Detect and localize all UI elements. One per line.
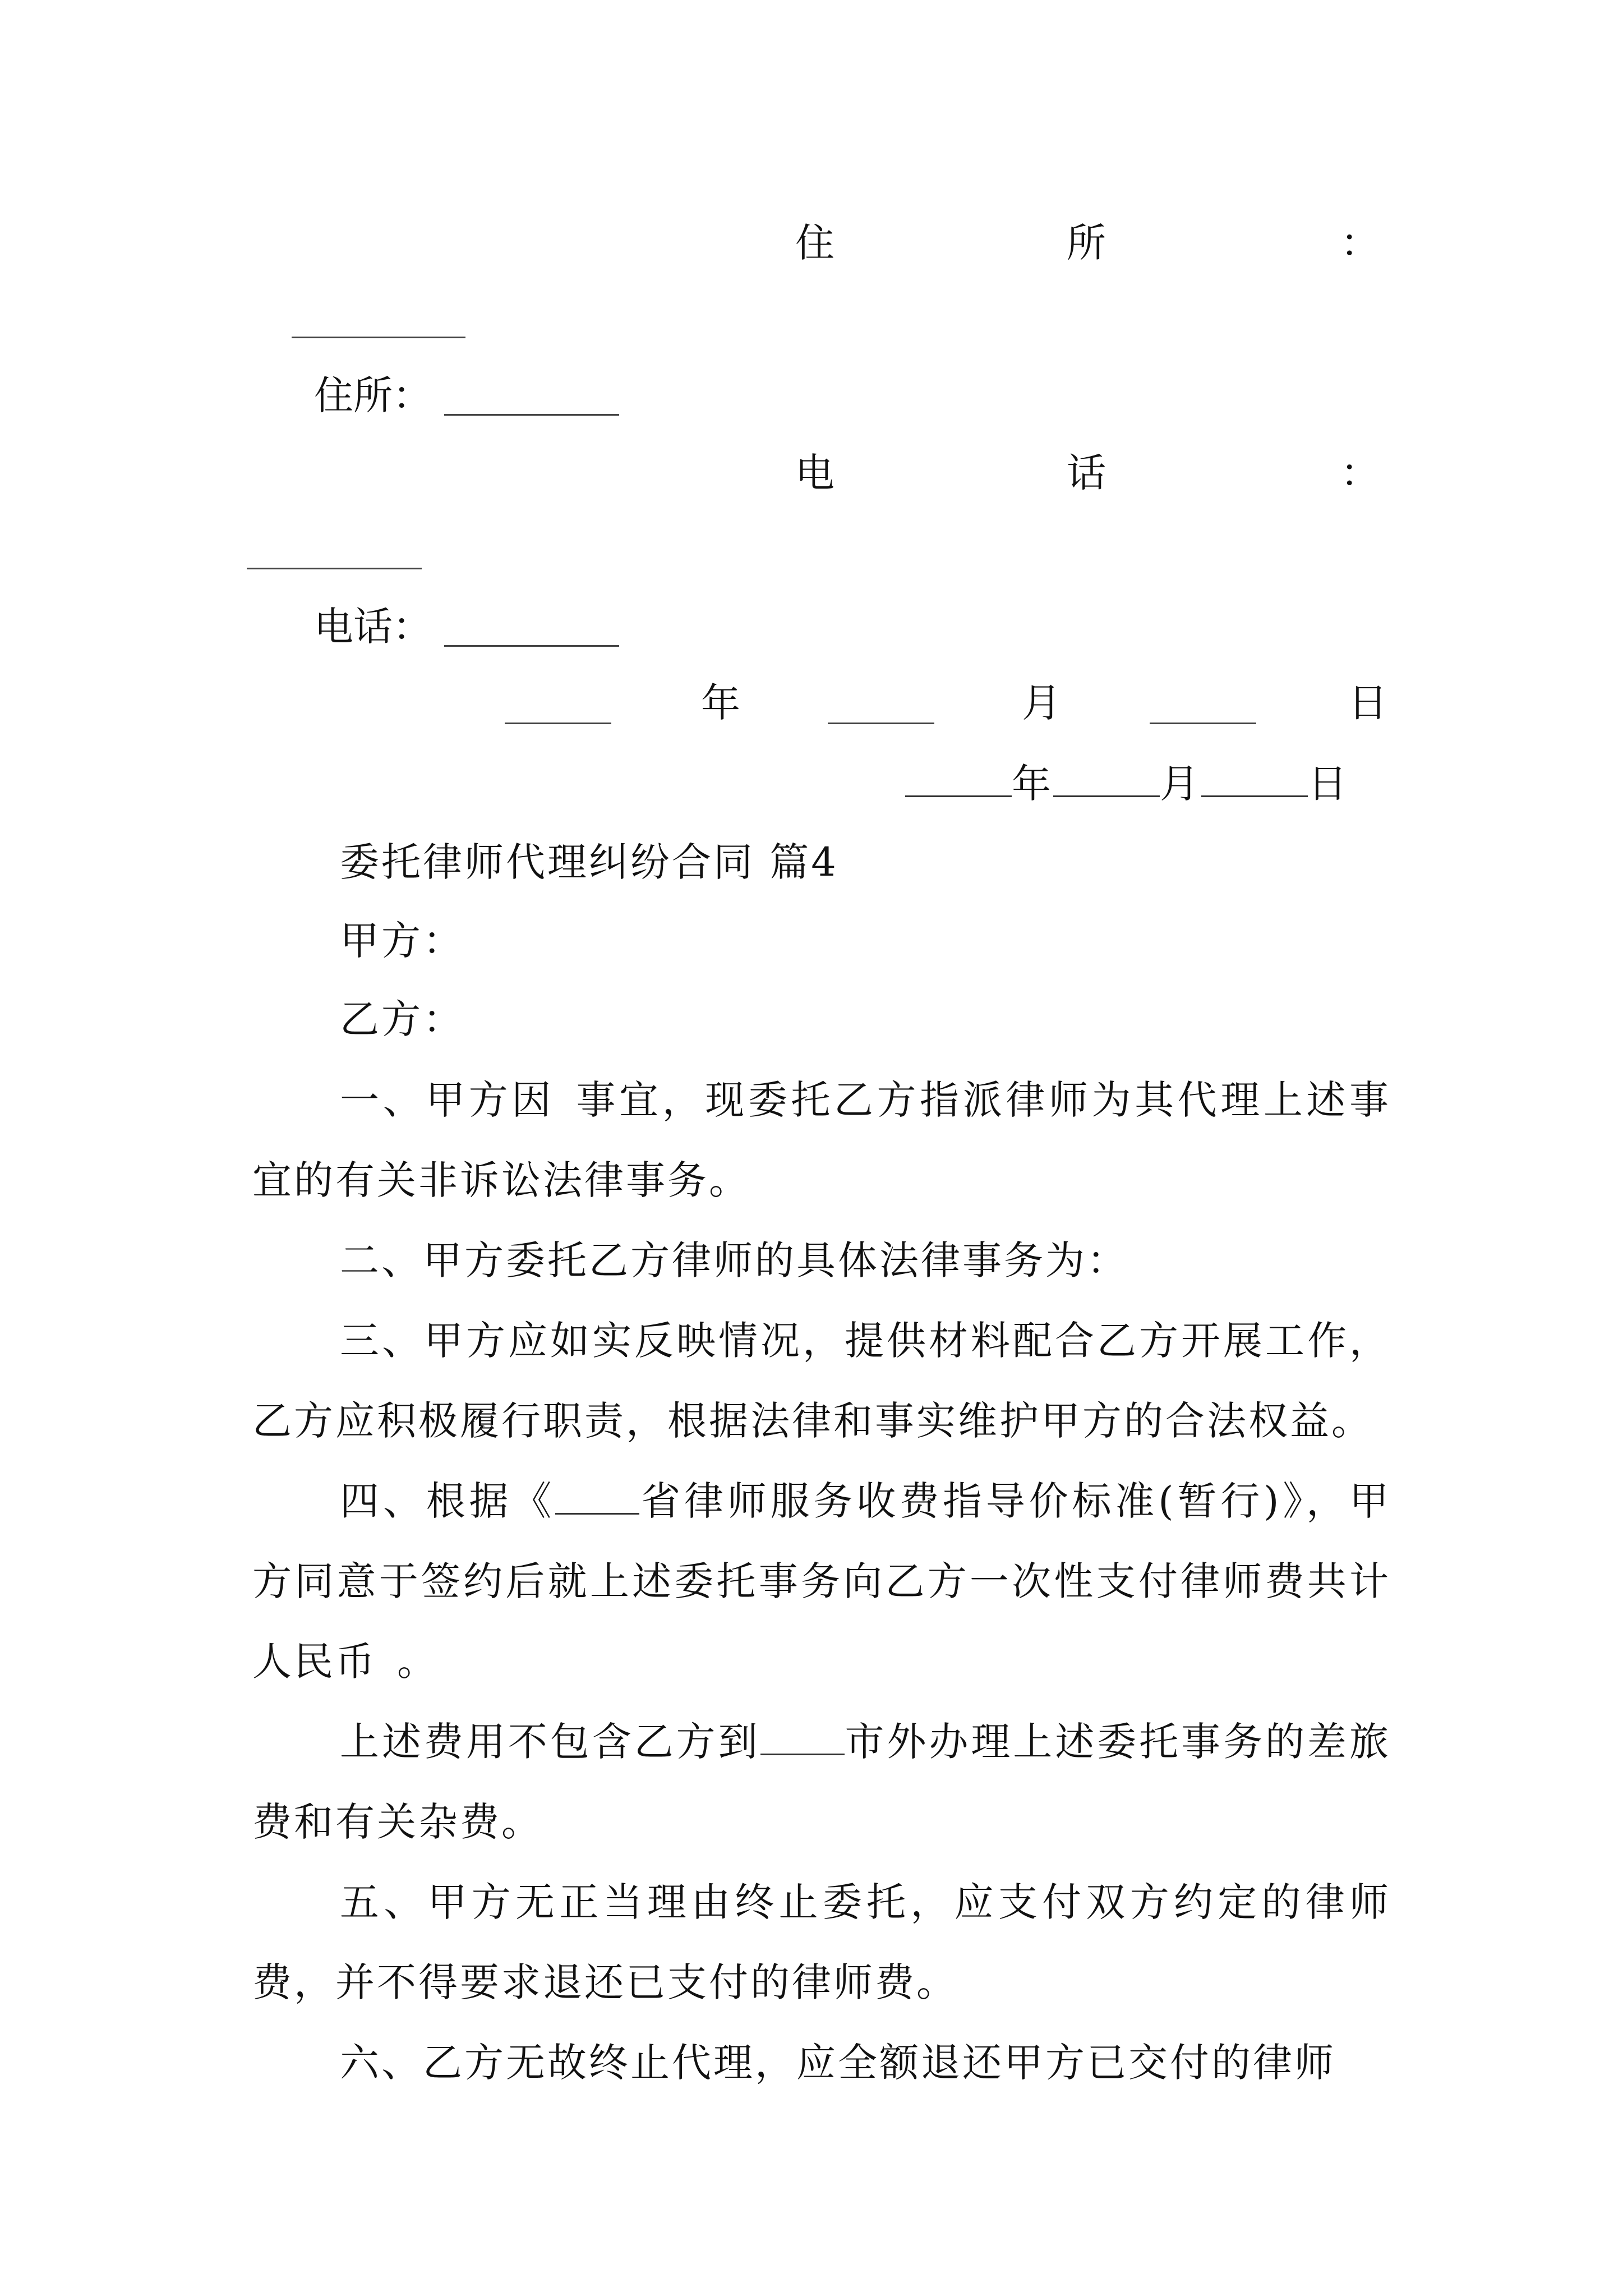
clause-2: 二、甲方委托乙方律师的具体法律事务为： [340,1237,1128,1283]
province-blank [555,1513,639,1515]
right-date-line [905,758,1349,809]
clause-4-end: 。 [397,1639,439,1685]
left-phone-char2: 话 [1067,450,1106,496]
right-date-year-blank [905,795,1012,797]
right-date-month: 月 [1160,761,1201,807]
clause-4-text: 省律师服务收费指导价标准(暂行)》，甲方同意于签约后就上述委托事务向乙方一次性支付律师费共计人民币 [252,1478,1391,1685]
clause-3: 三、甲方应如实反映情况，提供材料配合乙方开展工作，乙方应积极履行职责，根据法律和事实维护甲方的合法权益。 [252,1318,1391,1444]
clause-1-text: 事宜，现委托乙方指派律师为其代理上述事宜的有关非诉讼法律事务。 [252,1077,1391,1203]
left-date-month: 月 [1022,680,1061,726]
fees-note-lead: 上述费用不包含乙方到 [340,1719,760,1765]
fees-note-text: 市外办理上述委托事务的差旅费和有关杂费。 [252,1719,1391,1845]
right-date-day: 日 [1308,761,1349,807]
clause-4 [252,1461,1391,1702]
right-phone-blank [444,645,619,647]
contract-title: 委托律师代理纠纷合同 篇4 [340,839,838,885]
left-address-char1: 住 [795,220,834,266]
left-date-day-blank [1150,723,1256,724]
left-date-month-blank [828,723,934,724]
left-date-day: 日 [1348,680,1387,726]
right-date-year: 年 [1012,761,1053,807]
party-b-label: 乙方： [340,996,464,1042]
left-address-char2: 所 [1067,220,1106,266]
left-phone-blank [247,568,422,569]
right-date-month-blank [1053,795,1160,797]
clause-6: 六、乙方无故终止代理，应全额退还甲方已交付的律师 [340,2040,1336,2086]
left-date-year: 年 [701,680,740,726]
city-blank [760,1754,845,1755]
clause-5: 五、甲方无正当理由终止委托，应支付双方约定的律师费，并不得要求退还已支付的律师费。 [252,1879,1391,2005]
clause-4-lead: 四、根据《 [340,1478,556,1524]
right-phone-label: 电话： [314,604,432,650]
left-address-blank [292,337,465,338]
clause-1 [252,1060,1391,1221]
left-address-colon: ： [1340,220,1380,266]
left-phone-colon: ： [1340,450,1380,496]
right-address-label: 住所： [314,372,432,418]
clause-1-lead: 一、甲方因 [340,1077,555,1123]
left-phone-char1: 电 [795,450,834,496]
right-address-blank [444,414,619,416]
fees-note [252,1702,1391,1862]
right-date-day-blank [1201,795,1308,797]
left-date-year-blank [505,723,611,724]
party-a-label: 甲方： [340,918,464,964]
